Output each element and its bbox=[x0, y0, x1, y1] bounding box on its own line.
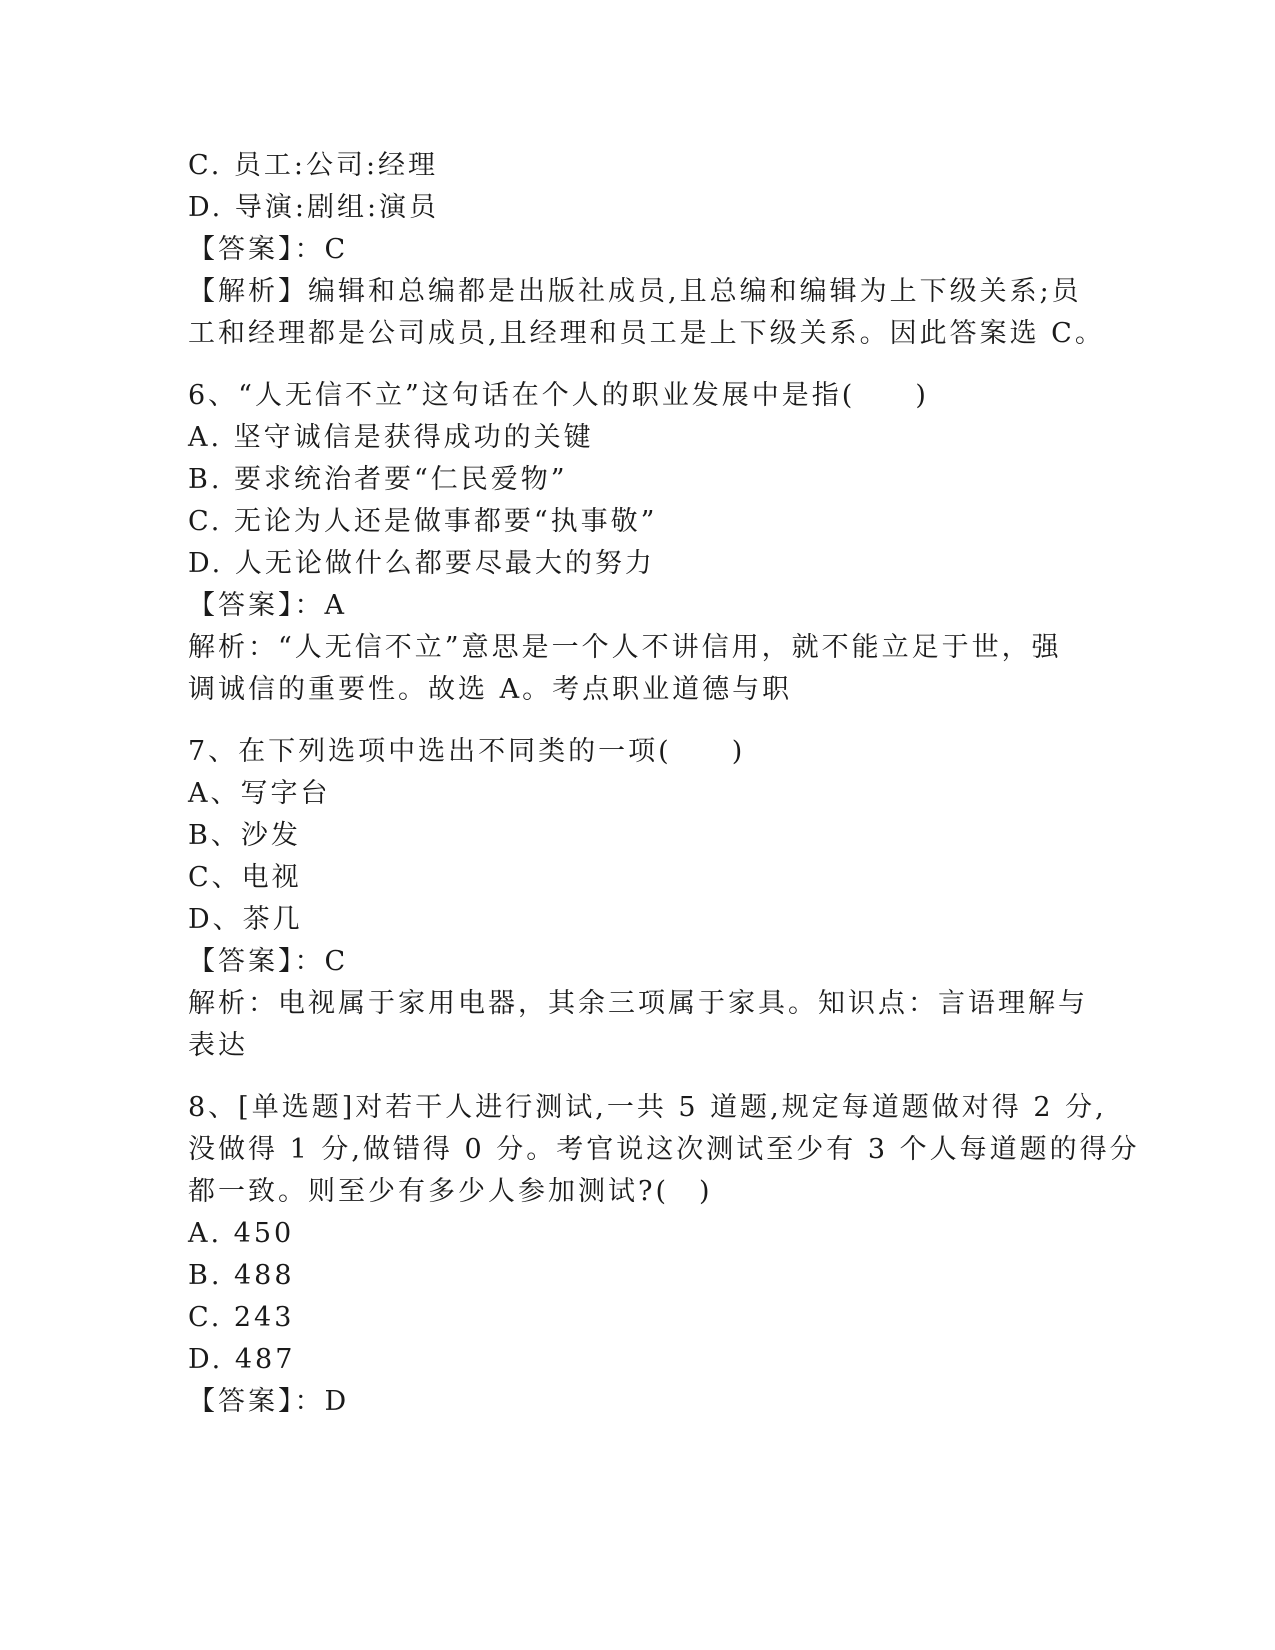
q6-option-a: A. 坚守诚信是获得成功的关键 bbox=[188, 422, 594, 453]
q8-question-line-1: 8、[单选题]对若干人进行测试,一共 5 道题,规定每道题做对得 2 分, bbox=[188, 1092, 1107, 1123]
q7-option-a: A、写字台 bbox=[188, 778, 331, 809]
q7-option-c: C、电视 bbox=[188, 862, 302, 893]
q6-option-b: B. 要求统治者要“仁民爱物” bbox=[188, 464, 568, 495]
q6-analysis-line-2: 调诚信的重要性。故选 A。考点职业道德与职 bbox=[188, 674, 793, 705]
q8-option-c: C. 243 bbox=[188, 1302, 295, 1333]
q7-option-b: B、沙发 bbox=[188, 820, 301, 851]
q7-analysis-line-1: 解析：电视属于家用电器，其余三项属于家具。知识点：言语理解与 bbox=[188, 988, 1088, 1019]
q5-option-c: C. 员工:公司:经理 bbox=[188, 150, 439, 181]
q7-option-d: D、茶几 bbox=[188, 904, 303, 935]
q7-analysis-line-2: 表达 bbox=[188, 1030, 248, 1061]
q6-analysis-line-1: 解析：“人无信不立”意思是一个人不讲信用，就不能立足于世，强 bbox=[188, 632, 1062, 663]
q8-option-b: B. 488 bbox=[188, 1260, 295, 1291]
document-page bbox=[188, 145, 1140, 1423]
q5-analysis-line-2: 工和经理都是公司成员,且经理和员工是上下级关系。因此答案选 C。 bbox=[188, 318, 1105, 349]
q6-answer: 【答案】：A bbox=[188, 590, 347, 621]
spacer bbox=[188, 1067, 1088, 1087]
q8-option-a: A. 450 bbox=[188, 1218, 295, 1249]
question-7 bbox=[188, 731, 1088, 1067]
question-8 bbox=[188, 1087, 1140, 1423]
q5-option-d: D. 导演:剧组:演员 bbox=[188, 192, 440, 223]
q8-question-line-2: 没做得 1 分,做错得 0 分。考官说这次测试至少有 3 个人每道题的得分 bbox=[188, 1134, 1140, 1165]
q5-analysis-line-1: 【解析】编辑和总编都是出版社成员,且总编和编辑为上下级关系;员 bbox=[188, 276, 1082, 307]
q8-answer: 【答案】：D bbox=[188, 1386, 350, 1417]
q7-question: 7、在下列选项中选出不同类的一项( ) bbox=[188, 736, 746, 767]
question-6 bbox=[188, 375, 1088, 711]
q6-question: 6、“人无信不立”这句话在个人的职业发展中是指( ) bbox=[188, 380, 929, 411]
question-5-tail bbox=[188, 145, 1105, 355]
q7-answer: 【答案】：C bbox=[188, 946, 349, 977]
q5-answer: 【答案】：C bbox=[188, 234, 349, 265]
q6-option-c: C. 无论为人还是做事都要“执事敬” bbox=[188, 506, 658, 537]
spacer bbox=[188, 711, 1088, 731]
q6-option-d: D. 人无论做什么都要尽最大的努力 bbox=[188, 548, 655, 579]
q8-option-d: D. 487 bbox=[188, 1344, 296, 1375]
q8-question-line-3: 都一致。则至少有多少人参加测试?( ) bbox=[188, 1176, 713, 1207]
spacer bbox=[188, 355, 1088, 375]
